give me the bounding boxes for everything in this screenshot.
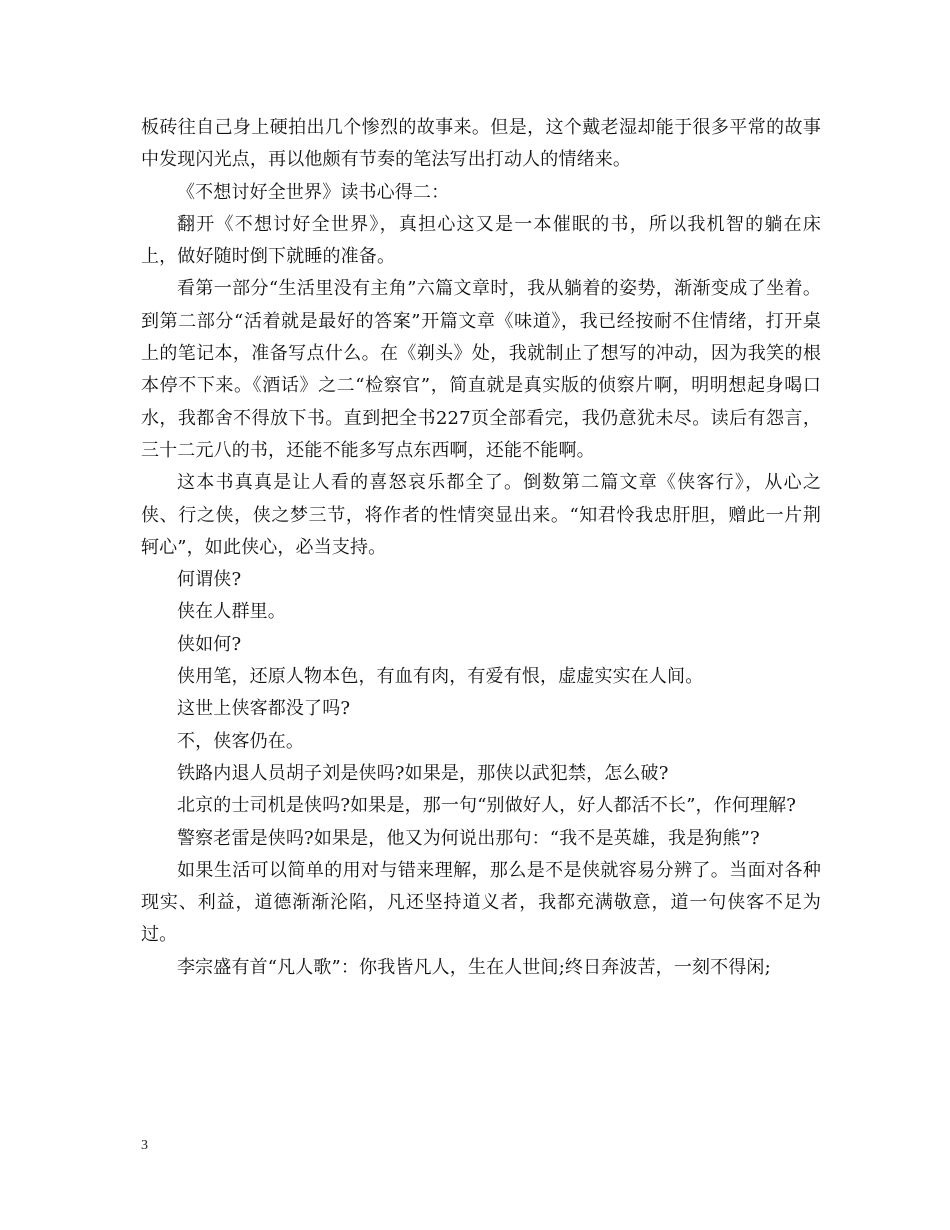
paragraph: 不，侠客仍在。 (177, 730, 305, 752)
paragraph: 何谓侠? (177, 569, 242, 591)
paragraph: 北京的士司机是侠吗?如果是，那一句“别做好人，好人都活不长”，作何理解? (177, 795, 797, 817)
paragraph: 铁路内退人员胡子刘是侠吗?如果是，那侠以武犯禁，怎么破? (177, 762, 669, 784)
paragraph: 侠在人群里。 (177, 601, 286, 623)
paragraph: 如果生活可以简单的用对与错来理解，那么是不是侠就容易分辨了。当面对各种现实、利益，道德渐渐沦陷，凡还坚持道义者，我都充满敬意，道一句侠客不足为过。 (141, 859, 821, 946)
paragraph: 警察老雷是侠吗?如果是，他又为何说出那句：“我不是英雄，我是狗熊”? (177, 827, 760, 849)
paragraph: 翻开《不想讨好全世界》，真担心这又是一本催眠的书，所以我机智的躺在床上，做好随时倒下就睡的准备。 (141, 213, 821, 268)
paragraph: 侠用笔，还原人物本色，有血有肉，有爱有恨，虚虚实实在人间。 (177, 666, 704, 688)
paragraph: 侠如何? (177, 633, 242, 655)
paragraph: 李宗盛有首“凡人歌”：你我皆凡人，生在人世间;终日奔波苦，一刻不得闲; (177, 956, 771, 978)
body-text (141, 112, 821, 984)
paragraph: 这世上侠客都没了吗? (177, 698, 351, 720)
paragraph: 板砖往自己身上硬拍出几个惨烈的故事来。但是，这个戴老湿却能于很多平常的故事中发现闪光点，再以他颇有节奏的笔法写出打动人的情绪来。 (141, 117, 821, 171)
page-number: 3 (141, 1138, 148, 1153)
paragraph: 这本书真真是让人看的喜怒哀乐都全了。倒数第二篇文章《侠客行》，从心之侠、行之侠，侠之梦三节，将作者的性情突显出来。“知君怜我忠肝胆，赠此一片荆轲心”，如此侠心，必当支持。 (141, 472, 821, 558)
paragraph: 看第一部分“生活里没有主角”六篇文章时，我从躺着的姿势，渐渐变成了坐着。到第二部分“活着就是最好的答案”开篇文章《味道》，我已经按耐不住情绪，打开桌上的笔记本，准备写点什么。在《剃头》处，我就制止了想写的冲动，因为我笑的根本停不下来。《酒话》之二“检察官”，简直就是真实版的侦察片啊，明明想起身喝口水，我都舍不得放下书。直到把全书227页全部看完，我仍意犹未尽。读后有怨言，三十二元八的书，还能不能多写点东西啊，还能不能啊。 (141, 278, 821, 461)
section-heading: 《不想讨好全世界》读书心得二： (177, 181, 450, 203)
